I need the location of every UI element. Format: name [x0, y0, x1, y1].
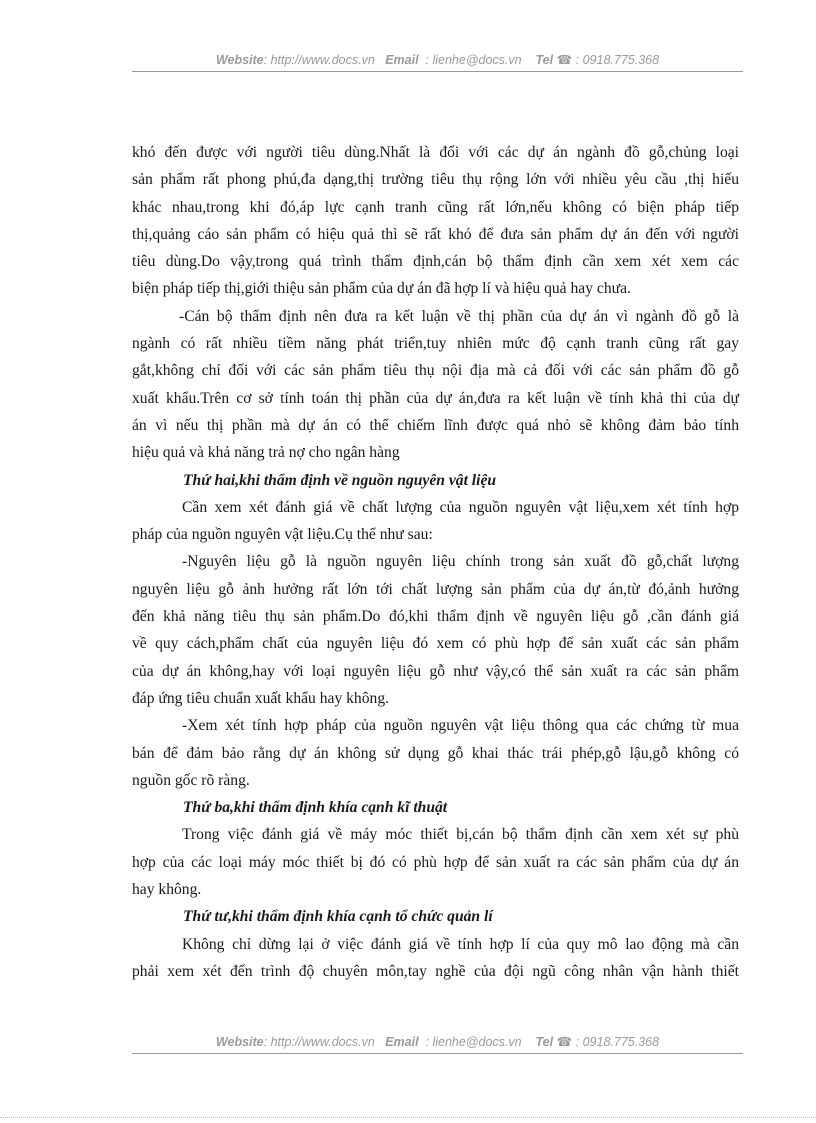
- body-line: Trong việc đánh giá về máy móc thiết bị,cán bộ thẩm định cần xem xét sự phù: [182, 826, 739, 844]
- body-line: bán để đảm bảo rằng dự án không sử dụng gỗ khai thác trái phép,gỗ lậu,gỗ không có: [132, 744, 739, 762]
- body-line: hợp của các loại máy móc thiết bị đó có phù hợp để sản xuất ra các sản phẩm của dự án: [132, 853, 739, 871]
- header-website-value: : http://www.docs.vn: [263, 53, 375, 67]
- body-line: khác nhau,trong khi đó,áp lực cạnh tranh cũng rất lớn,nếu không có biện pháp tiếp: [132, 198, 739, 216]
- body-line: đến khả năng tiêu thụ sản phẩm.Do đó,khi thẩm định về nguyên liệu gỗ ,cần đánh giá: [132, 608, 739, 626]
- footer-email-label: Email: [385, 1035, 419, 1049]
- page-bottom-dotted-rule: [0, 1117, 816, 1118]
- body-line: hiệu quả và khả năng trả nợ cho ngân hàng: [132, 444, 400, 462]
- footer-rule: [132, 1053, 743, 1054]
- body-line: khó đến được với người tiêu dùng.Nhất là đối với các dự án ngành đồ gỗ,chủng loại: [132, 144, 739, 161]
- body-line: phải xem xét đến trình độ chuyên môn,tay nghề của đội ngũ công nhân vận hành thiết: [132, 962, 739, 980]
- footer-tel-value: ☎ : 0918.775.368: [556, 1035, 660, 1049]
- section-heading: Thứ hai,khi thẩm định về nguồn nguyên vật liệu: [183, 471, 497, 489]
- body-line: pháp của nguồn nguyên vật liệu.Cụ thể như sau:: [132, 526, 433, 544]
- header-tel-value: ☎ : 0918.775.368: [556, 53, 660, 67]
- body-line: -Xem xét tính hợp pháp của nguồn nguyên vật liệu thông qua các chứng từ mua: [182, 717, 739, 735]
- body-line: Không chỉ dừng lại ở việc đánh giá về tính hợp lí của quy mô lao động mà cần: [182, 935, 739, 953]
- body-line: thị,quảng cáo sản phẩm có hiệu quả thì sẽ rất khó để đưa sản phẩm dự án đến với người: [132, 225, 739, 243]
- section-heading: Thứ ba,khi thẩm định khía cạnh kĩ thuật: [183, 799, 448, 817]
- body-line: đáp ứng tiêu chuẩn xuất khẩu hay không.: [132, 689, 390, 707]
- body-line: hay không.: [132, 881, 202, 899]
- header-rule: [132, 71, 743, 72]
- body-line: sản phẩm rất phong phú,đa dạng,thị trường tiêu thụ rộng lớn với nhiều yêu cầu ,thị hiếu: [132, 171, 739, 189]
- footer-tel-label: Tel: [535, 1035, 554, 1049]
- footer-website-value: : http://www.docs.vn: [263, 1035, 375, 1049]
- body-line: tiêu dùng.Do vậy,trong quá trình thẩm định,cán bộ thẩm định cần xem xét xem các: [132, 253, 739, 271]
- body-line: của dự án không,hay với loại nguyên liệu gỗ như vậy,có thể sản xuất ra các sản phẩm: [132, 662, 739, 680]
- body-line: án vì nếu thị phần mà dự án có thể chiếm lĩnh được quá nhỏ sẽ không đảm bảo tính: [132, 416, 739, 434]
- body-line: biện pháp tiếp thị,giới thiệu sản phẩm của dự án đã hợp lí và hiệu quả hay chưa.: [132, 280, 631, 298]
- body-line: nguyên liệu gỗ ảnh hưởng rất lớn tới chất lượng sản phẩm của dự án,từ đó,ảnh hưởng: [132, 580, 739, 598]
- body-line: ngành có rất nhiều tiềm năng phát triển,tuy nhiên mức độ cạnh tranh cũng rất gay: [132, 335, 739, 353]
- footer-website-label: Website: [215, 1035, 264, 1049]
- header-email-value: : lienhe@docs.vn: [425, 53, 522, 67]
- header-tel-label: Tel: [535, 53, 554, 67]
- body-line: Cần xem xét đánh giá về chất lượng của nguồn nguyên vật liệu,xem xét tính hợp: [182, 498, 739, 516]
- document-body: [132, 139, 739, 985]
- section-heading: Thứ tư,khi thẩm định khía cạnh tổ chức quản lí: [183, 908, 493, 926]
- body-line: nguồn gốc rõ ràng.: [132, 771, 250, 789]
- body-line: -Nguyên liệu gỗ là nguồn nguyên liệu chính trong sản xuất đồ gỗ,chất lượng: [182, 553, 739, 571]
- body-line: -Cán bộ thẩm định nên đưa ra kết luận về thị phần của dự án vì ngành đồ gỗ là: [179, 307, 739, 325]
- body-line: xuất khẩu.Trên cơ sở tính toán thị phần của dự án,đưa ra kết luận về tính khả thi của dự: [132, 389, 739, 407]
- page-header: [132, 52, 743, 67]
- body-line: gắt,không chỉ đối với các sản phẩm tiêu thụ nội địa mà cả đối với các sản phẩm đồ gỗ: [132, 362, 739, 380]
- footer-email-value: : lienhe@docs.vn: [425, 1035, 522, 1049]
- header-website-label: Website: [215, 53, 264, 67]
- body-line: về quy cách,phẩm chất của nguyên liệu đó xem có phù hợp để sản xuất các sản phẩm: [132, 635, 739, 653]
- page-footer: [132, 1034, 743, 1049]
- header-email-label: Email: [385, 53, 419, 67]
